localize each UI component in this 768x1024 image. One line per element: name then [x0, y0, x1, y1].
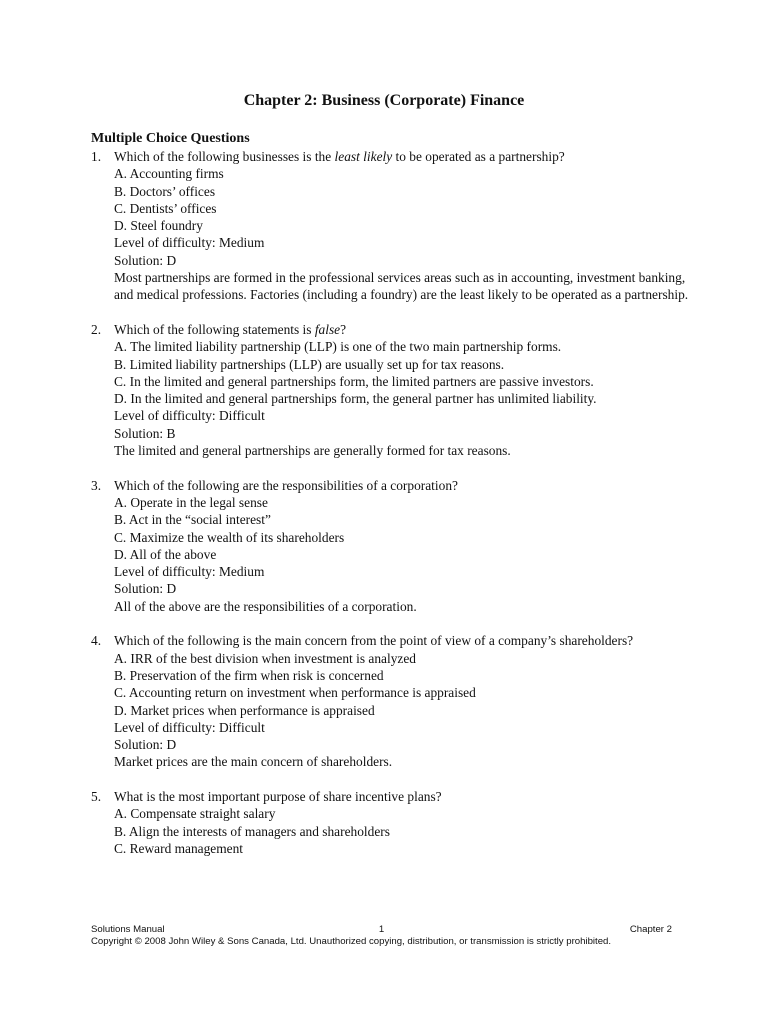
option-c: C. Accounting return on investment when performance is appraised [114, 685, 476, 701]
solution: Solution: B [114, 425, 176, 441]
question-4 [91, 632, 691, 770]
solution: Solution: D [114, 252, 177, 268]
explanation: Most partnerships are formed in the professional services areas such as in accounting, investment banking, and medical professions. Factories (including a foundry) are the least likely to be operated as a partnership. [114, 270, 689, 303]
page-number: 1 [378, 924, 385, 935]
question-stem: Which of the following is the main concern from the point of view of a company’s shareholders? [114, 633, 634, 649]
option-c: C. Dentists’ offices [114, 200, 217, 216]
footer-manual-label: Solutions Manual [91, 924, 165, 935]
explanation: All of the above are the responsibilities of a corporation. [114, 598, 417, 614]
option-b: B. Act in the “social interest” [114, 512, 271, 528]
option-a: A. Operate in the legal sense [114, 494, 268, 510]
option-b: B. Limited liability partnerships (LLP) are usually set up for tax reasons. [114, 356, 505, 372]
question-stem: Which of the following are the responsibilities of a corporation? [114, 477, 458, 493]
option-d: D. All of the above [114, 546, 217, 562]
question-3 [91, 477, 691, 615]
question-stem: What is the most important purpose of share incentive plans? [114, 788, 442, 804]
difficulty-level: Level of difficulty: Difficult [114, 408, 265, 424]
solution: Solution: D [114, 737, 177, 753]
option-d: D. Market prices when performance is appraised [114, 702, 375, 718]
page-footer [91, 924, 672, 948]
difficulty-level: Level of difficulty: Medium [114, 235, 265, 251]
option-c: C. Reward management [114, 840, 244, 856]
section-heading: Multiple Choice Questions [91, 131, 250, 146]
question-number: 2. [91, 321, 102, 337]
question-2 [91, 321, 691, 459]
question-number: 1. [91, 149, 102, 164]
option-a: A. Accounting firms [114, 166, 224, 182]
option-c: C. In the limited and general partnerships form, the limited partners are passive investors. [114, 373, 594, 389]
explanation: The limited and general partnerships are generally formed for tax reasons. [114, 443, 511, 459]
copyright-notice: Copyright © 2008 John Wiley & Sons Canada, Ltd. Unauthorized copying, distribution, or transmission is strictly prohibited. [91, 936, 612, 947]
question-1 [91, 148, 691, 304]
stem-emphasis: least likely [334, 149, 393, 164]
question-list [91, 148, 691, 874]
option-a: A. IRR of the best division when investment is analyzed [114, 650, 416, 666]
question-number: 5. [91, 788, 102, 804]
explanation: Market prices are the main concern of shareholders. [114, 754, 393, 770]
question-5 [91, 788, 691, 857]
solution: Solution: D [114, 581, 177, 597]
question-stem: Which of the following statements is false? [114, 321, 347, 337]
option-b: B. Preservation of the firm when risk is concerned [114, 667, 384, 683]
page-title: Chapter 2: Business (Corporate) Finance [243, 92, 525, 109]
footer-chapter-label: Chapter 2 [629, 924, 672, 935]
option-d: D. In the limited and general partnerships form, the general partner has unlimited liability. [114, 391, 597, 407]
difficulty-level: Level of difficulty: Medium [114, 564, 265, 580]
question-number: 3. [91, 477, 102, 493]
option-a: A. The limited liability partnership (LLP) is one of the two main partnership forms. [114, 339, 562, 355]
difficulty-level: Level of difficulty: Difficult [114, 719, 265, 735]
option-a: A. Compensate straight salary [114, 806, 276, 822]
stem-emphasis: false [314, 321, 341, 337]
option-b: B. Doctors’ offices [114, 183, 216, 199]
option-c: C. Maximize the wealth of its shareholders [114, 529, 345, 545]
option-b: B. Align the interests of managers and shareholders [114, 823, 390, 839]
question-stem: Which of the following businesses is the least likely to be operated as a partnership? [114, 149, 565, 164]
question-number: 4. [91, 633, 102, 649]
option-d: D. Steel foundry [114, 218, 203, 234]
